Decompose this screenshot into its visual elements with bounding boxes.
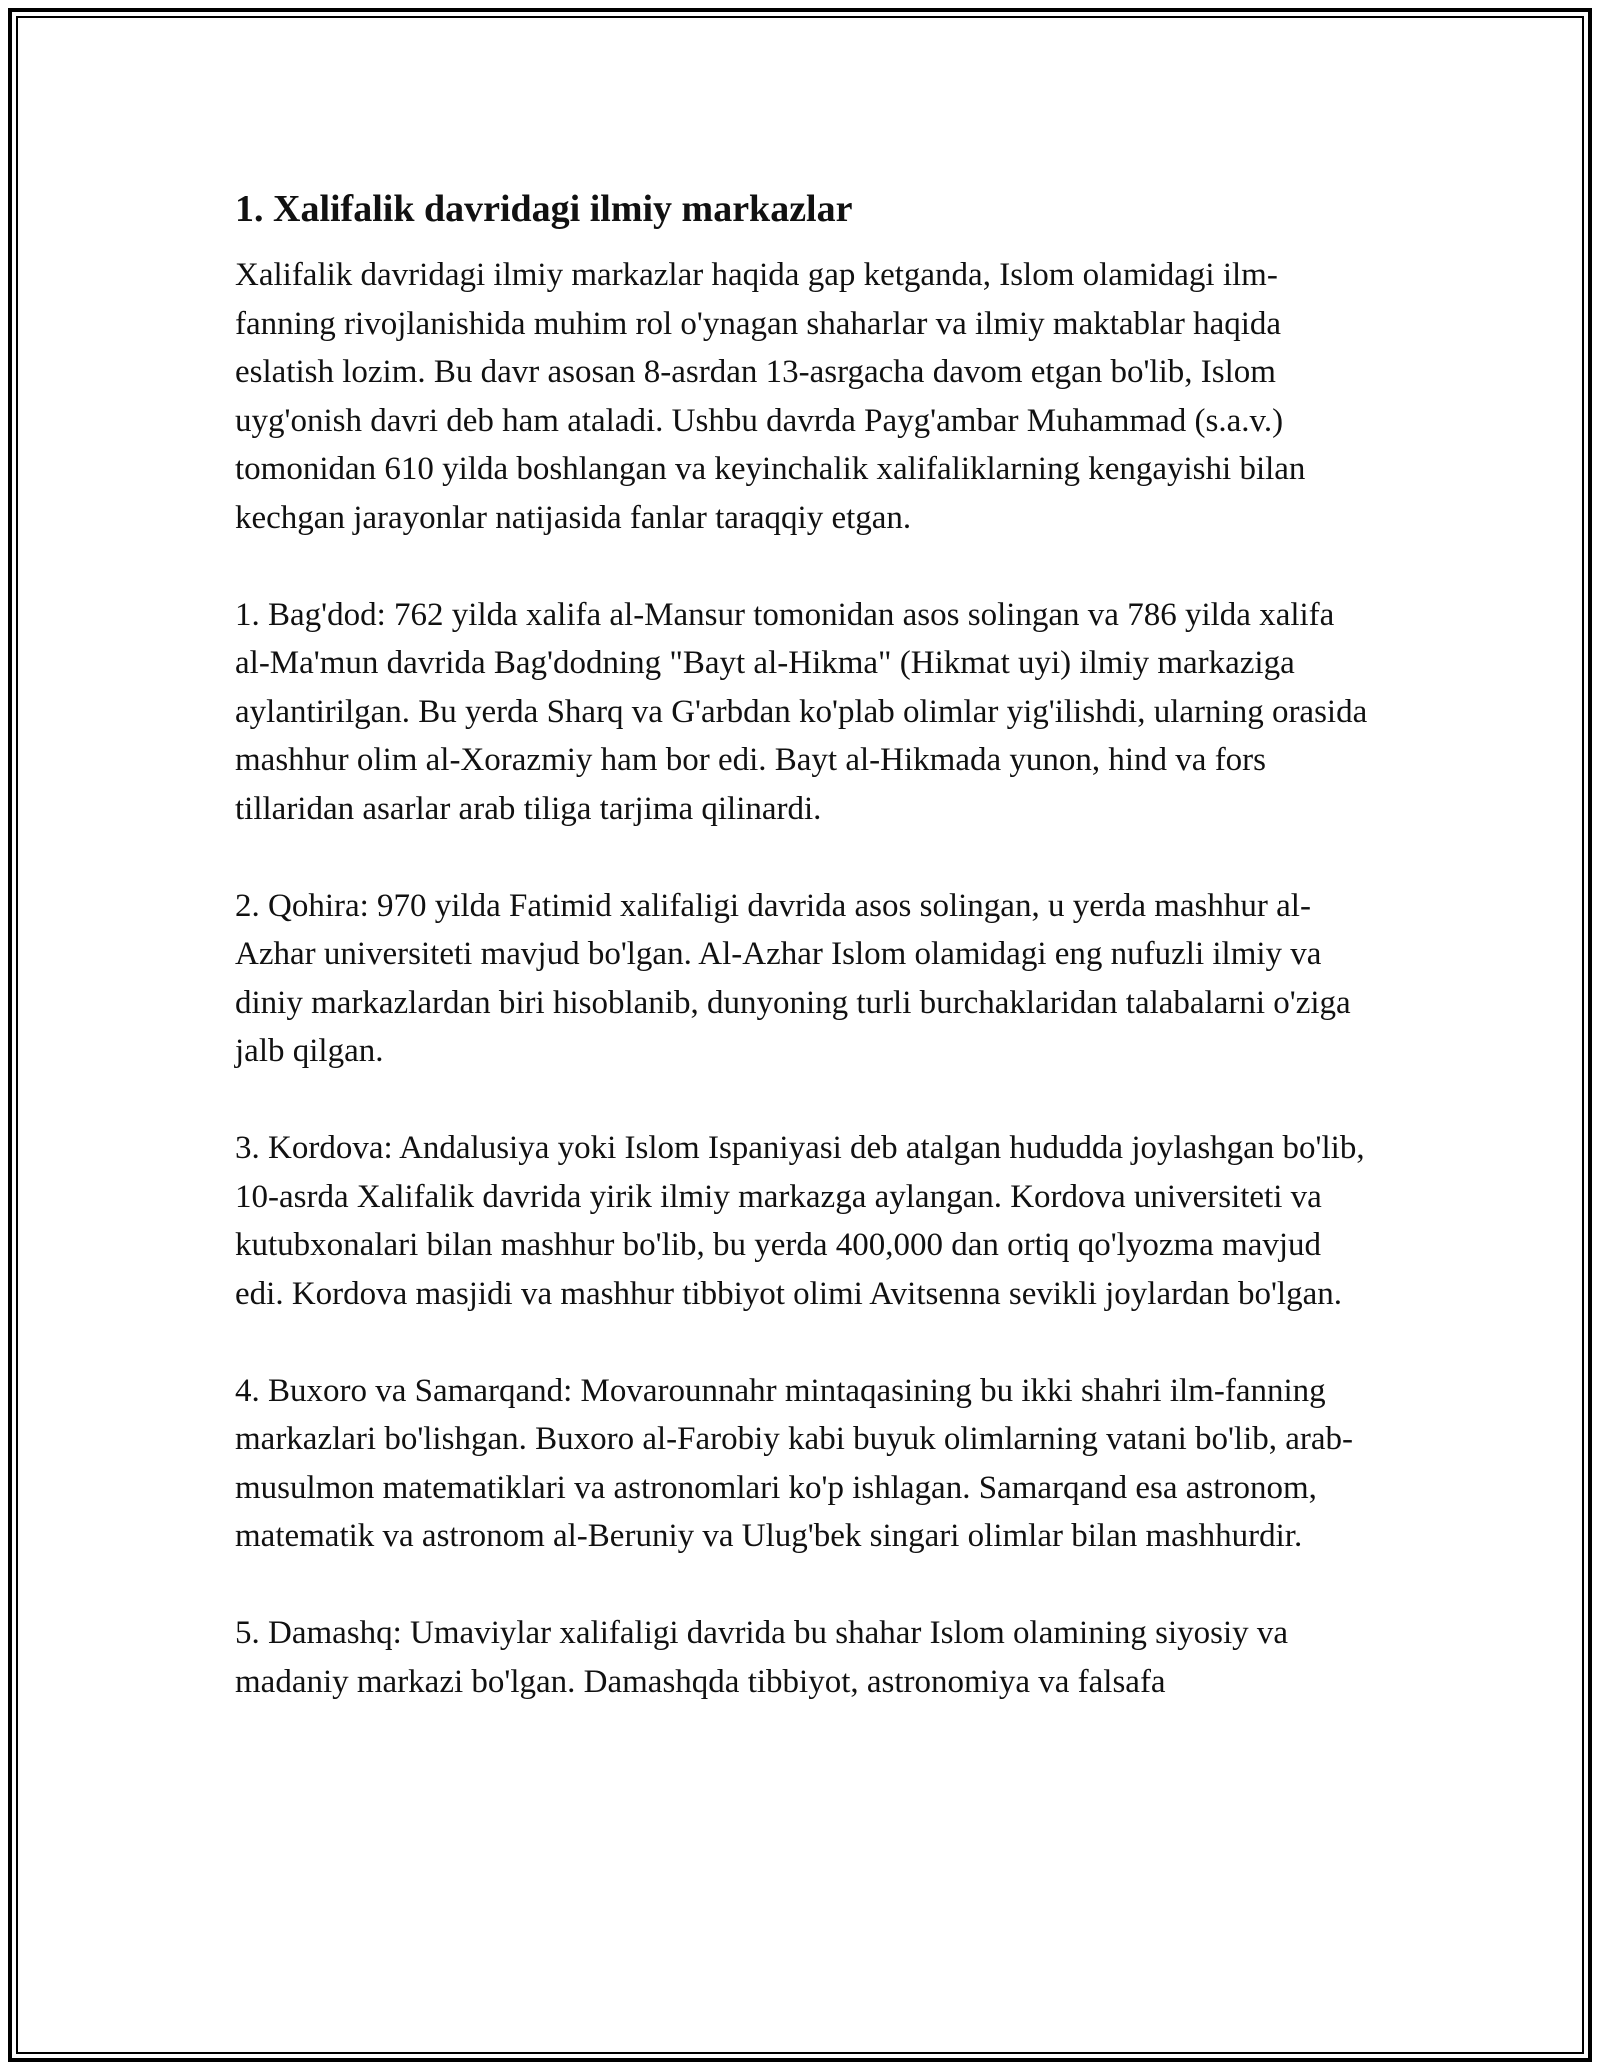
document-body: [235, 185, 1370, 1755]
section-heading: 1. Xalifalik davridagi ilmiy markazlar: [235, 188, 853, 230]
list-item-baghdad: 1. Bag'dod: 762 yilda xalifa al-Mansur tomonidan asos solingan va 786 yilda xalifa al-Ma'mun davrida Bag'dodning "Bayt al-Hikma" (Hikmat uyi) ilmiy markaziga aylantirilgan. Bu yerda Sharq va G'arbdan ko'plab olimlar yig'ilishdi, ularning orasida mashhur olim al-Xorazmiy ham bor edi. Bayt al-Hikmada yunon, hind va fors tillaridan asarlar arab tiliga tarjima qilinardi.: [235, 596, 1368, 827]
list-item-damascus: 5. Damashq: Umaviylar xalifaligi davrida bu shahar Islom olamining siyosiy va madaniy markazi bo'lgan. Damashqda tibbiyot, astronomiya va falsafa: [235, 1615, 1289, 1700]
list-item-cairo: 2. Qohira: 970 yilda Fatimid xalifaligi davrida asos solingan, u yerda mashhur al-Azhar universiteti mavjud bo'lgan. Al-Azhar Islom olamidagi eng nufuzli ilmiy va diniy markazlardan biri hisoblanib, dunyoning turli burchaklaridan talabalarni o'ziga jalb qilgan.: [235, 887, 1351, 1069]
intro-paragraph: Xalifalik davridagi ilmiy markazlar haqida gap ketganda, Islom olamidagi ilm-fanning rivojlanishida muhim rol o'ynagan shaharlar va ilmiy maktablar haqida eslatish lozim. Bu davr asosan 8-asrdan 13-asrgacha davom etgan bo'lib, Islom uyg'onish davri deb ham ataladi. Ushbu davrda Payg'ambar Muhammad (s.a.v.) tomonidan 610 yilda boshlangan va keyinchalik xalifaliklarning kengayishi bilan kechgan jarayonlar natijasida fanlar taraqqiy etgan.: [235, 257, 1306, 536]
list-item-bukhara-samarkand: 4. Buxoro va Samarqand: Movarounnahr mintaqasining bu ikki shahri ilm-fanning markazlari bo'lishgan. Buxoro al-Farobiy kabi buyuk olimlarning vatani bo'lib, arab-musulmon matematiklari va astronomlari ko'p ishlagan. Samarqand esa astronom, matematik va astronom al-Beruniy va Ulug'bek singari olimlar bilan mashhurdir.: [235, 1372, 1354, 1554]
list-item-cordoba: 3. Kordova: Andalusiya yoki Islom Ispaniyasi deb atalgan hududda joylashgan bo'lib, 10-asrda Xalifalik davrida yirik ilmiy markazga aylangan. Kordova universiteti va kutubxonalari bilan mashhur bo'lib, bu yerda 400,000 dan ortiq qo'lyozma mavjud edi. Kordova masjidi va mashhur tibbiyot olimi Avitsenna sevikli joylardan bo'lgan.: [235, 1130, 1365, 1312]
